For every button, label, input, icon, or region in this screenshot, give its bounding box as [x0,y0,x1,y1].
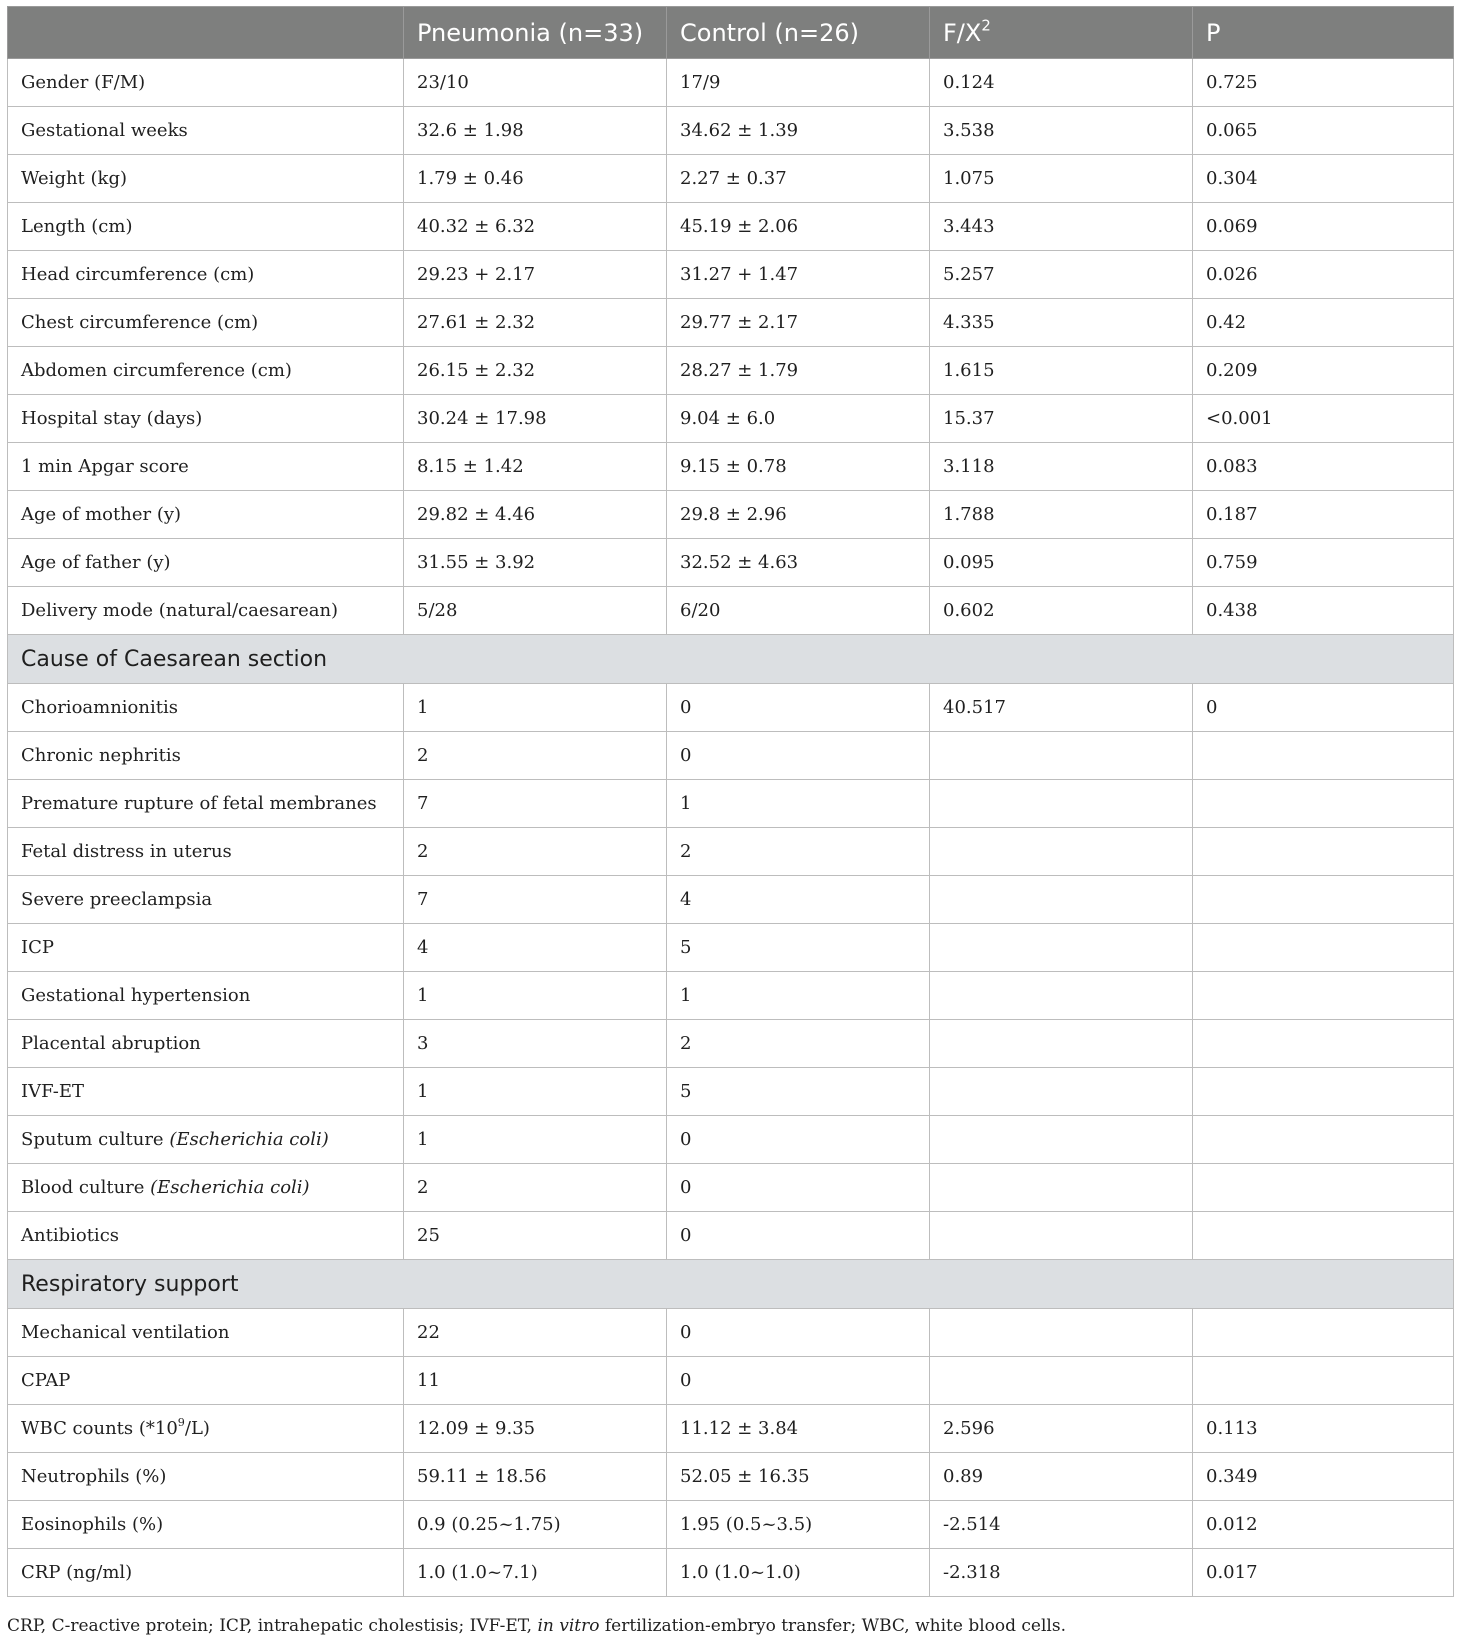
row-label [8,828,404,876]
header-statistic-sup: 2 [981,16,991,35]
statistic-value: 0.89 [930,1453,1193,1501]
control-value: 2 [667,1020,930,1068]
control-value: 0 [667,1212,930,1260]
control-value: 9.15 ± 0.78 [667,443,930,491]
section-header-row [8,1260,1454,1309]
statistic-value [930,1164,1193,1212]
table-row [8,1116,1454,1164]
pneumonia-value: 12.09 ± 9.35 [404,1405,667,1453]
statistic-value: 0.602 [930,587,1193,635]
row-label [8,107,404,155]
table-row [8,1212,1454,1260]
row-label-text: Gender (F/M) [21,72,146,93]
control-value: 0 [667,684,930,732]
row-label [8,347,404,395]
section-header: Cause of Caesarean section [8,635,1454,684]
table-row [8,780,1454,828]
row-label-text: Neutrophils (%) [21,1466,167,1487]
p-value [1193,732,1454,780]
p-value [1193,828,1454,876]
row-label-text: Chest circumference (cm) [21,312,259,333]
p-value: 0.42 [1193,299,1454,347]
table-row [8,107,1454,155]
row-label [8,1549,404,1597]
pneumonia-value: 1 [404,684,667,732]
pneumonia-value: 2 [404,1164,667,1212]
p-value [1193,1212,1454,1260]
control-value: 1.95 (0.5~3.5) [667,1501,930,1549]
header-control: Control (n=26) [667,7,930,59]
p-value: 0.083 [1193,443,1454,491]
pneumonia-value: 59.11 ± 18.56 [404,1453,667,1501]
statistic-value: -2.514 [930,1501,1193,1549]
table-row [8,155,1454,203]
table-row [8,972,1454,1020]
pneumonia-value: 30.24 ± 17.98 [404,395,667,443]
statistic-value: 2.596 [930,1405,1193,1453]
table-row [8,1453,1454,1501]
table-footnote [7,1616,1066,1636]
section-header-row [8,635,1454,684]
header-p-value: P [1193,7,1454,59]
statistic-value [930,972,1193,1020]
control-value: 2.27 ± 0.37 [667,155,930,203]
row-label-text: Head circumference (cm) [21,264,255,285]
pneumonia-value: 2 [404,828,667,876]
row-label [8,1116,404,1164]
p-value [1193,876,1454,924]
table-row [8,395,1454,443]
control-value: 0 [667,1309,930,1357]
table-row [8,876,1454,924]
control-value: 0 [667,1164,930,1212]
row-label-text: Eosinophils (%) [21,1514,164,1535]
table-row [8,1164,1454,1212]
statistic-value [930,1020,1193,1068]
control-value: 1.0 (1.0~1.0) [667,1549,930,1597]
table-row [8,1020,1454,1068]
row-label-text: Delivery mode (natural/caesarean) [21,600,339,621]
row-label-text: Hospital stay (days) [21,408,203,429]
row-label [8,924,404,972]
control-value: 0 [667,1116,930,1164]
p-value [1193,1020,1454,1068]
statistic-value [930,780,1193,828]
footnote-post: fertilization-embryo transfer; WBC, white blood cells. [599,1616,1066,1636]
row-label [8,155,404,203]
row-label-text: Mechanical ventilation [21,1322,230,1343]
clinical-characteristics-table [7,6,1453,1597]
pneumonia-value: 26.15 ± 2.32 [404,347,667,395]
pneumonia-value: 4 [404,924,667,972]
control-value: 5 [667,1068,930,1116]
table-row [8,1501,1454,1549]
row-label [8,1453,404,1501]
pneumonia-value: 0.9 (0.25~1.75) [404,1501,667,1549]
statistic-value: 4.335 [930,299,1193,347]
statistic-value [930,1116,1193,1164]
table-row [8,587,1454,635]
row-label [8,876,404,924]
row-label [8,780,404,828]
control-value: 0 [667,1357,930,1405]
table-row [8,299,1454,347]
control-value: 6/20 [667,587,930,635]
row-label [8,1020,404,1068]
row-label [8,732,404,780]
row-label [8,1164,404,1212]
pneumonia-value: 1.79 ± 0.46 [404,155,667,203]
row-label-text: Abdomen circumference (cm) [21,360,292,381]
row-label-text: Sputum culture [21,1129,170,1150]
statistic-value: 15.37 [930,395,1193,443]
control-value: 52.05 ± 16.35 [667,1453,930,1501]
pneumonia-value: 40.32 ± 6.32 [404,203,667,251]
p-value: 0.026 [1193,251,1454,299]
statistic-value [930,1309,1193,1357]
row-label-sup: 9 [177,1416,185,1430]
data-table [7,6,1454,1597]
row-label-text: Gestational hypertension [21,985,251,1006]
row-label-text: WBC counts (*10 [21,1418,178,1439]
p-value: 0.725 [1193,59,1454,107]
row-label-text: Length (cm) [21,216,133,237]
pneumonia-value: 3 [404,1020,667,1068]
row-label-text: Fetal distress in uterus [21,841,232,862]
row-label [8,1309,404,1357]
row-label [8,443,404,491]
pneumonia-value: 8.15 ± 1.42 [404,443,667,491]
statistic-value: 1.075 [930,155,1193,203]
table-row [8,59,1454,107]
p-value [1193,1116,1454,1164]
row-label-text: Gestational weeks [21,120,188,141]
table-row [8,732,1454,780]
pneumonia-value: 7 [404,876,667,924]
row-label-italic: (Escherichia coli) [150,1177,310,1198]
row-label [8,299,404,347]
table-row [8,1357,1454,1405]
statistic-value: 3.538 [930,107,1193,155]
pneumonia-value: 29.82 ± 4.46 [404,491,667,539]
pneumonia-value: 32.6 ± 1.98 [404,107,667,155]
p-value: 0.187 [1193,491,1454,539]
p-value: 0.012 [1193,1501,1454,1549]
control-value: 31.27 + 1.47 [667,251,930,299]
row-label [8,972,404,1020]
p-value: 0.065 [1193,107,1454,155]
header-statistic [930,7,1193,59]
statistic-value [930,924,1193,972]
statistic-value: 1.615 [930,347,1193,395]
control-value: 29.8 ± 2.96 [667,491,930,539]
control-value: 34.62 ± 1.39 [667,107,930,155]
pneumonia-value: 5/28 [404,587,667,635]
row-label [8,684,404,732]
pneumonia-value: 25 [404,1212,667,1260]
row-label [8,251,404,299]
header-statistic-base: F/X [943,18,982,47]
row-label [8,1068,404,1116]
p-value [1193,972,1454,1020]
p-value: 0.438 [1193,587,1454,635]
row-label-text: Age of mother (y) [21,504,182,525]
table-row [8,443,1454,491]
control-value: 2 [667,828,930,876]
row-label-text: IVF-ET [21,1081,85,1102]
pneumonia-value: 29.23 + 2.17 [404,251,667,299]
p-value [1193,1164,1454,1212]
table-row [8,1549,1454,1597]
statistic-value [930,828,1193,876]
footnote-pre: CRP, C-reactive protein; ICP, intrahepatic cholestisis; IVF-ET, [7,1616,538,1636]
row-label [8,1405,404,1453]
statistic-value: 5.257 [930,251,1193,299]
row-label [8,587,404,635]
control-value: 17/9 [667,59,930,107]
p-value: 0.113 [1193,1405,1454,1453]
row-label-text: Premature rupture of fetal membranes [21,793,377,814]
row-label [8,1501,404,1549]
p-value: 0.349 [1193,1453,1454,1501]
pneumonia-value: 1.0 (1.0~7.1) [404,1549,667,1597]
table-row [8,203,1454,251]
table-body [8,59,1454,1597]
table-row [8,251,1454,299]
row-label-text: Severe preeclampsia [21,889,213,910]
header-row [8,7,1454,59]
table-row [8,347,1454,395]
p-value [1193,1357,1454,1405]
control-value: 5 [667,924,930,972]
footnote-italic: in vitro [537,1616,600,1636]
statistic-value: 3.118 [930,443,1193,491]
row-label-text: Blood culture [21,1177,151,1198]
row-label [8,1212,404,1260]
row-label-text: Chorioamnionitis [21,697,178,718]
statistic-value [930,1212,1193,1260]
p-value: 0 [1193,684,1454,732]
control-value: 29.77 ± 2.17 [667,299,930,347]
table-row [8,491,1454,539]
table-row [8,828,1454,876]
statistic-value: 0.095 [930,539,1193,587]
statistic-value [930,1357,1193,1405]
control-value: 32.52 ± 4.63 [667,539,930,587]
control-value: 1 [667,972,930,1020]
p-value: 0.304 [1193,155,1454,203]
control-value: 1 [667,780,930,828]
p-value: 0.209 [1193,347,1454,395]
p-value [1193,780,1454,828]
row-label-text: 1 min Apgar score [21,456,189,477]
row-label-text: Age of father (y) [21,552,171,573]
control-value: 4 [667,876,930,924]
p-value: 0.759 [1193,539,1454,587]
row-label [8,203,404,251]
row-label-italic: (Escherichia coli) [169,1129,329,1150]
p-value: 0.069 [1193,203,1454,251]
statistic-value: 1.788 [930,491,1193,539]
pneumonia-value: 1 [404,972,667,1020]
table-row [8,539,1454,587]
control-value: 11.12 ± 3.84 [667,1405,930,1453]
pneumonia-value: 7 [404,780,667,828]
statistic-value [930,876,1193,924]
section-header: Respiratory support [8,1260,1454,1309]
pneumonia-value: 31.55 ± 3.92 [404,539,667,587]
control-value: 9.04 ± 6.0 [667,395,930,443]
table-row [8,1405,1454,1453]
row-label-tail: /L) [184,1418,210,1439]
row-label [8,491,404,539]
table-row [8,1068,1454,1116]
row-label-text: ICP [21,937,54,958]
table-row [8,1309,1454,1357]
table-row [8,924,1454,972]
statistic-value: 40.517 [930,684,1193,732]
control-value: 28.27 ± 1.79 [667,347,930,395]
row-label-text: Placental abruption [21,1033,201,1054]
pneumonia-value: 11 [404,1357,667,1405]
row-label-text: Weight (kg) [21,168,127,189]
row-label-text: Antibiotics [21,1225,120,1246]
header-variable [8,7,404,59]
control-value: 0 [667,732,930,780]
row-label [8,539,404,587]
control-value: 45.19 ± 2.06 [667,203,930,251]
row-label [8,1357,404,1405]
statistic-value: -2.318 [930,1549,1193,1597]
p-value: 0.017 [1193,1549,1454,1597]
statistic-value: 0.124 [930,59,1193,107]
p-value [1193,924,1454,972]
pneumonia-value: 1 [404,1068,667,1116]
statistic-value [930,732,1193,780]
row-label-text: CPAP [21,1370,71,1391]
statistic-value [930,1068,1193,1116]
header-pneumonia: Pneumonia (n=33) [404,7,667,59]
table-header [8,7,1454,59]
statistic-value: 3.443 [930,203,1193,251]
row-label-text: CRP (ng/ml) [21,1562,133,1583]
pneumonia-value: 23/10 [404,59,667,107]
p-value [1193,1309,1454,1357]
p-value: <0.001 [1193,395,1454,443]
pneumonia-value: 22 [404,1309,667,1357]
pneumonia-value: 2 [404,732,667,780]
pneumonia-value: 1 [404,1116,667,1164]
row-label [8,59,404,107]
table-row [8,684,1454,732]
pneumonia-value: 27.61 ± 2.32 [404,299,667,347]
p-value [1193,1068,1454,1116]
row-label-text: Chronic nephritis [21,745,181,766]
row-label [8,395,404,443]
